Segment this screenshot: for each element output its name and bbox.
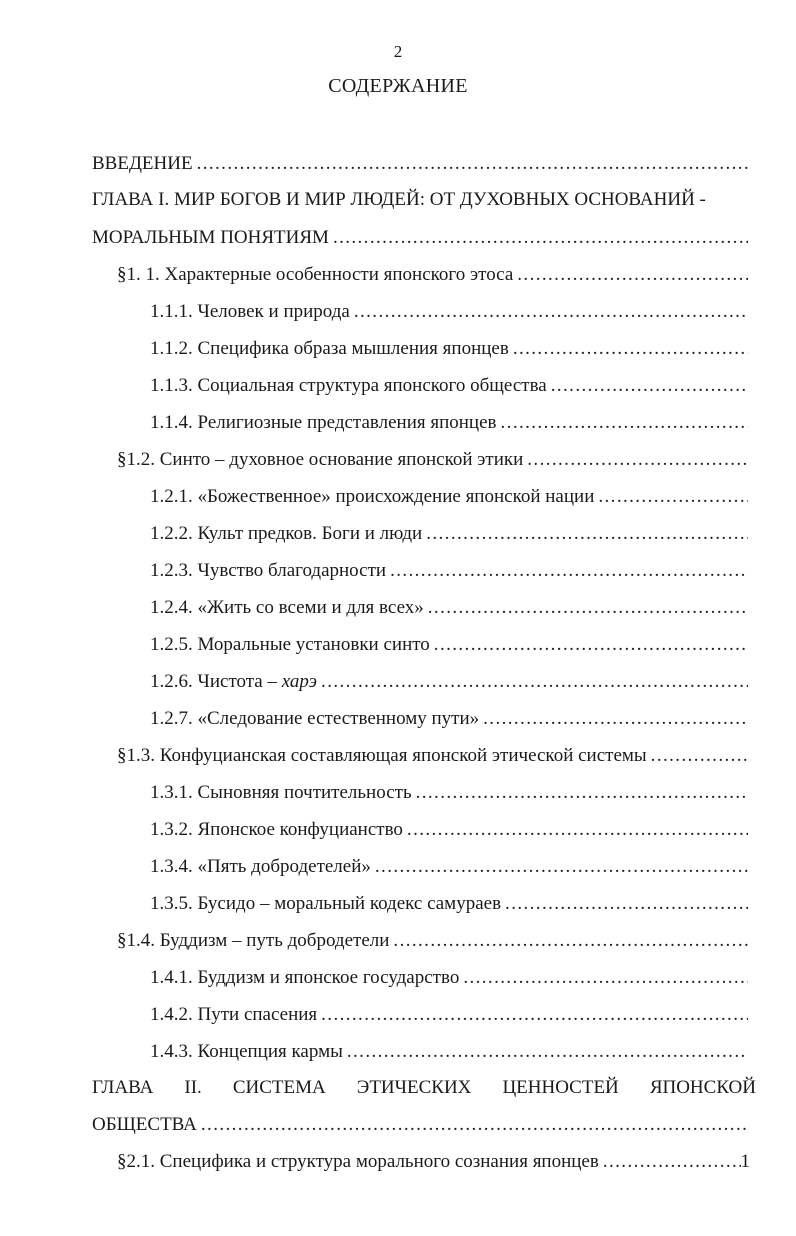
toc-word: СИСТЕМА [232, 1077, 326, 1098]
toc-entry-label: ОБЩЕСТВА [92, 1114, 197, 1135]
toc-entry-label: ВВЕДЕНИЕ [92, 153, 193, 174]
toc-entry-s1-3-4[interactable] [150, 843, 748, 879]
toc-entry-label: 1.3.5. Бусидо – моральный кодекс самураев [150, 893, 502, 914]
toc-entry-s1-1-2[interactable] [150, 325, 748, 361]
leader-dots [333, 226, 748, 250]
leader-dots [598, 485, 748, 509]
leader-dots [551, 374, 748, 398]
toc-word: ЯПОНСКОЙ [649, 1077, 756, 1098]
toc-entry-s1-2-2[interactable] [150, 510, 748, 546]
toc-entry-chapter1-cont[interactable] [92, 214, 748, 250]
toc-entry-label: 1.4.1. Буддизм и японское государство [150, 967, 460, 988]
toc-entry-label: 1.3.4. «Пять добродетелей» [150, 856, 371, 877]
toc-word: ГЛАВА [92, 1077, 154, 1098]
leader-dots [321, 670, 748, 694]
toc-entry-s1-2-3[interactable] [150, 547, 748, 583]
leader-dots [375, 855, 748, 879]
toc-entry-s1-2-6[interactable] [150, 658, 748, 694]
toc-entry-s1-4-1[interactable] [150, 954, 748, 990]
toc-entry-label: 1.1.3. Социальная структура японского общества [150, 375, 547, 396]
toc-entry-label: §1.3. Конфуцианская составляющая японской этической системы [117, 745, 647, 766]
leader-dots [393, 929, 748, 953]
toc-entry-chapter2[interactable] [92, 1064, 756, 1100]
toc-entry-s1-4-2[interactable] [150, 991, 748, 1027]
toc-entry-label: 1.2.7. «Следование естественному пути» [150, 708, 480, 729]
leader-dots [416, 781, 748, 805]
leader-dots [197, 152, 748, 176]
leader-dots [527, 448, 748, 472]
leader-dots [426, 522, 748, 546]
page-title: СОДЕРЖАНИЕ [328, 75, 468, 97]
toc-entry-label-prefix: 1.2.6. Чистота – [150, 671, 282, 692]
toc-page-number: 1 [740, 1151, 750, 1172]
toc-entry-label: 1.2.1. «Божественное» происхождение японской нации [150, 486, 595, 507]
toc-entry-s1-1-1[interactable] [150, 288, 748, 324]
toc-entry-label: §1. 1. Характерные особенности японского этоса [117, 264, 514, 285]
leader-dots [434, 633, 748, 657]
leader-dots [501, 411, 748, 435]
toc-entry-s1-2-7[interactable] [150, 695, 748, 731]
toc-entry-label: ГЛАВА I. МИР БОГОВ И МИР ЛЮДЕЙ: ОТ ДУХОВНЫХ ОСНОВАНИЙ - [92, 189, 706, 210]
toc-entry-intro[interactable] [92, 140, 748, 176]
toc-entry-s1-2-4[interactable] [150, 584, 748, 620]
toc-entry-label: 1.4.3. Концепция кармы [150, 1041, 343, 1062]
toc-word: ЭТИЧЕСКИХ [356, 1077, 472, 1098]
leader-dots [428, 596, 748, 620]
toc-word: II. [184, 1077, 202, 1098]
leader-dots [463, 966, 748, 990]
leader-dots [483, 707, 748, 731]
leader-dots [354, 300, 748, 324]
leader-dots [321, 1003, 748, 1027]
leader-dots [603, 1150, 741, 1174]
toc-entry-s1-2[interactable] [117, 436, 748, 472]
toc-entry-label: 1.2.4. «Жить со всеми и для всех» [150, 597, 424, 618]
toc-entry-label: 1.1.2. Специфика образа мышления японцев [150, 338, 509, 359]
toc-entry-s1-1[interactable] [117, 251, 748, 287]
toc-entry-s1-2-5[interactable] [150, 621, 748, 657]
toc-entry-label: 1.2.5. Моральные установки синто [150, 634, 430, 655]
toc-entry-label: 1.2.2. Культ предков. Боги и люди [150, 523, 423, 544]
toc-entry-s1-1-4[interactable] [150, 399, 748, 435]
leader-dots [513, 337, 748, 361]
toc-entry-s1-4[interactable] [117, 917, 748, 953]
toc-entry-s1-3-2[interactable] [150, 806, 748, 842]
toc-entry-label: §1.2. Синто – духовное основание японской этики [117, 449, 524, 470]
toc-entry-s1-3[interactable] [117, 732, 748, 768]
leader-dots [651, 744, 748, 768]
leader-dots [390, 559, 748, 583]
toc-entry-s1-4-3[interactable] [150, 1028, 748, 1064]
toc-entry-label: 1.3.1. Сыновняя почтительность [150, 782, 412, 803]
leader-dots [201, 1113, 748, 1137]
toc-entry-label: 1.1.1. Человек и природа [150, 301, 350, 322]
leader-dots [505, 892, 748, 916]
toc-entry-label: §1.4. Буддизм – путь добродетели [117, 930, 390, 951]
toc-entry-s1-2-1[interactable] [150, 473, 748, 509]
toc-entry-s1-3-1[interactable] [150, 769, 748, 805]
page-number: 2 [393, 42, 403, 61]
toc-entry-label: §2.1. Специфика и структура морального сознания японцев [117, 1151, 599, 1172]
leader-dots [347, 1040, 748, 1064]
toc-entry-label [150, 670, 317, 694]
toc-entry-s1-1-3[interactable] [150, 362, 748, 398]
toc-entry-chapter1[interactable] [92, 176, 748, 212]
toc-entry-s2-1[interactable] [117, 1138, 750, 1174]
toc-entry-label-term: харэ [281, 671, 318, 692]
toc-entry-label: МОРАЛЬНЫМ ПОНЯТИЯМ [92, 227, 329, 248]
toc-entry-label: 1.2.3. Чувство благодарности [150, 560, 387, 581]
toc-word: ЦЕННОСТЕЙ [502, 1077, 619, 1098]
toc-entry-label: 1.1.4. Религиозные представления японцев [150, 412, 497, 433]
toc-entry-chapter2-cont[interactable] [92, 1101, 748, 1137]
toc-entry-label: 1.3.2. Японское конфуцианство [150, 819, 403, 840]
toc-entry-label: 1.4.2. Пути спасения [150, 1004, 318, 1025]
leader-dots [517, 263, 748, 287]
toc-entry-s1-3-5[interactable] [150, 880, 748, 916]
leader-dots [407, 818, 748, 842]
